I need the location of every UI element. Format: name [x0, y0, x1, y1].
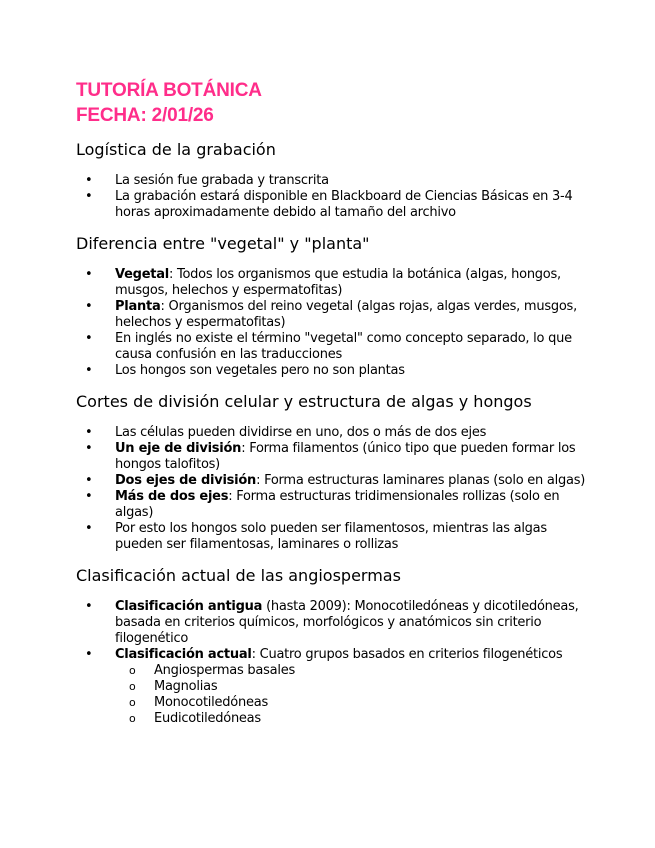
section-angiospermas — [76, 566, 596, 727]
list-item: • Más de dos ejes: Forma estructuras tridimensionales rollizas (solo en algas) — [85, 489, 560, 520]
section-heading: Cortes de división celular y estructura de algas y hongos — [76, 392, 532, 411]
list-item: • Clasificación actual: Cuatro grupos basados en criterios filogenéticos o Angiospermas basales o Magnolias o Monocotiledóneas o Eudicotiledóneas — [76, 647, 596, 727]
section-heading: Clasificación actual de las angiospermas — [76, 566, 401, 585]
section-heading: Diferencia entre "vegetal" y "planta" — [76, 234, 370, 253]
bullet-list — [76, 173, 596, 221]
list-item: • En inglés no existe el término "vegetal" como concepto separado, lo que causa confusión en las traducciones — [85, 331, 572, 362]
sub-list — [115, 663, 596, 727]
list-item: • La sesión fue grabada y transcrita — [85, 173, 329, 188]
list-item: • Clasificación antigua (hasta 2009): Monocotiledóneas y dicotiledóneas, basada en criterios químicos, morfológicos y anatómicos sin criterio filogenético — [85, 599, 579, 646]
bullet-icon: • — [85, 267, 93, 282]
list-item: • Planta: Organismos del reino vegetal (algas rojas, algas verdes, musgos, helechos y espermatofitas) — [85, 299, 577, 330]
term-label: Clasificación actual — [115, 647, 252, 662]
bullet-icon: • — [85, 489, 93, 504]
term-label: Dos ejes de división — [115, 473, 257, 488]
section-division-celular — [76, 392, 596, 553]
bullet-icon: • — [85, 189, 93, 204]
circle-bullet-icon: o — [129, 680, 136, 693]
list-item: • Un eje de división: Forma filamentos (único tipo que pueden formar los hongos talofitos) — [85, 441, 576, 472]
document-page — [76, 78, 596, 727]
section-heading: Logística de la grabación — [76, 140, 276, 159]
bullet-icon: • — [85, 441, 93, 456]
sub-list-item: o Magnolias — [129, 679, 218, 694]
bullet-list — [76, 599, 596, 727]
bullet-icon: • — [85, 521, 93, 536]
list-item: • Dos ejes de división: Forma estructuras laminares planas (solo en algas) — [85, 473, 586, 488]
list-item: • Los hongos son vegetales pero no son plantas — [85, 363, 405, 378]
bullet-list — [76, 425, 596, 553]
term-label: Un eje de división — [115, 441, 242, 456]
circle-bullet-icon: o — [129, 696, 136, 709]
list-item: • Por esto los hongos solo pueden ser filamentosos, mientras las algas pueden ser filamentosas, laminares o rollizas — [85, 521, 547, 552]
bullet-icon: • — [85, 647, 93, 662]
list-item: • La grabación estará disponible en Blackboard de Ciencias Básicas en 3-4 horas aproximadamente debido al tamaño del archivo — [85, 189, 573, 220]
term-label: Vegetal — [115, 267, 169, 282]
list-item: • Las células pueden dividirse en uno, dos o más de dos ejes — [85, 425, 487, 440]
sub-list-item: o Angiospermas basales — [129, 663, 295, 678]
circle-bullet-icon: o — [129, 712, 136, 725]
bullet-icon: • — [85, 599, 93, 614]
bullet-icon: • — [85, 331, 93, 346]
bullet-icon: • — [85, 363, 93, 378]
term-label: Más de dos ejes — [115, 489, 229, 504]
term-label: Clasificación antigua — [115, 599, 263, 614]
bullet-icon: • — [85, 173, 93, 188]
bullet-icon: • — [85, 299, 93, 314]
sub-list-item: o Monocotiledóneas — [129, 695, 268, 710]
document-title: TUTORÍA BOTÁNICA — [76, 80, 262, 101]
sub-list-item: o Eudicotiledóneas — [129, 711, 261, 726]
circle-bullet-icon: o — [129, 664, 136, 677]
section-logistica — [76, 140, 596, 221]
bullet-icon: • — [85, 473, 93, 488]
list-item: • Vegetal: Todos los organismos que estudia la botánica (algas, hongos, musgos, helechos y espermatofitas) — [85, 267, 561, 298]
document-date: FECHA: 2/01/26 — [76, 105, 214, 126]
section-vegetal-planta — [76, 234, 596, 379]
term-label: Planta — [115, 299, 161, 314]
bullet-icon: • — [85, 425, 93, 440]
bullet-list — [76, 267, 596, 379]
